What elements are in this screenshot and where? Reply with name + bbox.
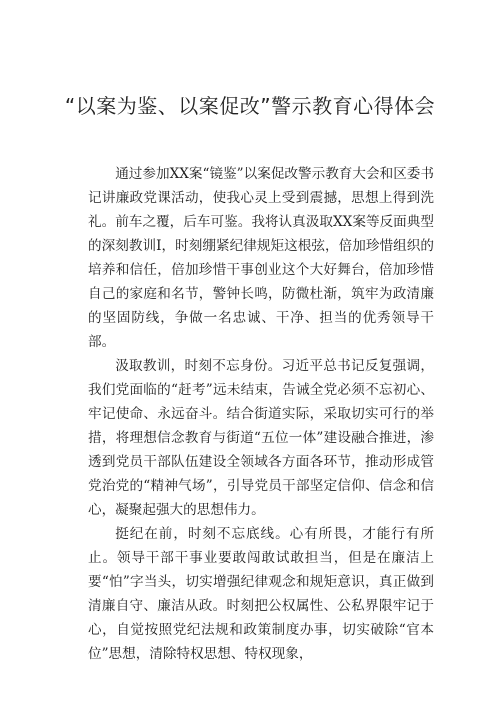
paragraph-3: 挺纪在前，时刻不忘底线。心有所畏，才能行有所止。领导干部干事业要敢闯敢试敢担当，但是在廉洁上要“怕”字当头，切实增强纪律观念和规矩意识，真正做到清廉自守、廉洁从政。时刻把公权属性、公私界限牢记于心，自觉按照党纪法规和政策制度办事，切实破除“官本位”思想，清除特权思想、特权现象， [88,526,434,662]
document-title: “以案为鉴、以案促改”警示教育心得体会 [64,94,436,118]
paragraph-2: 汲取教训，时刻不忘身份。习近平总书记反复强调，我们党面临的“赶考”远未结束，告诫全党必须不忘初心、牢记使命、永远奋斗。结合街道实际，采取切实可行的举措，将理想信念教育与街道“五位一体”建设融合推进，渗透到党员干部队伍建设全领域各方面各环节，推动形成管党治党的“精神气场”，引导党员干部坚定信仰、信念和信心，凝聚起强大的思想伟力。 [88,358,434,518]
document-body [88,162,434,666]
paragraph-1: 通过参加XX案“镜鉴”以案促改警示教育大会和区委书记讲廉政党课活动，使我心灵上受到震撼，思想上得到洗礼。前车之覆，后车可鉴。我将认真汲取XX案等反面典型的深刻教训I，时刻绷紧纪律规矩这根弦，倍加珍惜组织的培养和信任，倍加珍惜干事创业这个大好舞台，倍加珍惜自己的家庭和名节，警钟长鸣，防微杜渐，筑牢为政清廉的坚固防线，争做一名忠诚、干净、担当的优秀领导干部。 [88,166,434,350]
